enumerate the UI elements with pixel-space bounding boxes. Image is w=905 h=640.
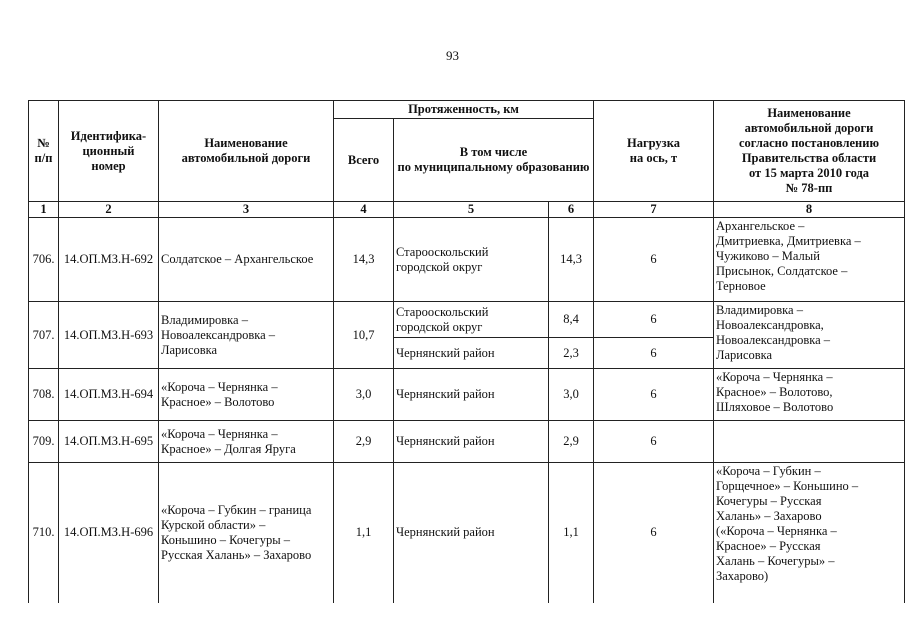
column-number: 8 [714, 202, 905, 218]
header-total: Всего [334, 119, 394, 202]
municipality-length: 2,3 [549, 338, 594, 369]
row-number: 708. [29, 369, 59, 421]
column-numbers-row [29, 202, 905, 218]
axle-load: 6 [594, 369, 714, 421]
municipality-length: 14,3 [549, 218, 594, 302]
table-row [29, 463, 905, 603]
table-row [29, 421, 905, 463]
road-name: «Короча – Чернянка – Красное» – Долгая Яруга [159, 421, 334, 463]
municipality: Чернянский район [394, 369, 549, 421]
municipality-length: 8,4 [549, 302, 594, 338]
municipality: Чернянский район [394, 338, 549, 369]
resolution-name: «Короча – Чернянка – Красное» – Волотово, Шляховое – Волотово [714, 369, 905, 421]
column-number: 2 [59, 202, 159, 218]
road-name: Солдатское – Архангельское [159, 218, 334, 302]
road-id: 14.ОП.МЗ.Н-695 [59, 421, 159, 463]
length-total: 14,3 [334, 218, 394, 302]
table-row [29, 218, 905, 302]
road-id: 14.ОП.МЗ.Н-696 [59, 463, 159, 603]
header-num: № п/п [29, 101, 59, 202]
axle-load: 6 [594, 218, 714, 302]
axle-load: 6 [594, 421, 714, 463]
column-number: 6 [549, 202, 594, 218]
header-name: Наименование автомобильной дороги [159, 101, 334, 202]
length-total: 3,0 [334, 369, 394, 421]
resolution-name [714, 421, 905, 463]
road-name: Владимировка – Новоалександровка – Ларисовка [159, 302, 334, 369]
municipality: Старооскольский городской округ [394, 302, 549, 338]
length-total: 10,7 [334, 302, 394, 369]
municipality-length: 2,9 [549, 421, 594, 463]
column-number: 7 [594, 202, 714, 218]
header-length-group: Протяженность, км [334, 101, 594, 119]
municipality-length: 1,1 [549, 463, 594, 603]
resolution-name: Архангельское – Дмитриевка, Дмитриевка – Чужиково – Малый Присынок, Солдатское – Терновое [714, 218, 905, 302]
column-number: 1 [29, 202, 59, 218]
row-number: 706. [29, 218, 59, 302]
roads-table [28, 100, 905, 603]
resolution-name: «Короча – Губкин – Горщечное» – Коньшино – Кочегуры – Русская Халань» – Захарово («Короча – Чернянка – Красное» – Русская Халань – Кочегуры» – Захарово) [714, 463, 905, 603]
resolution-name: Владимировка – Новоалександровка, Новоалександровка – Ларисовка [714, 302, 905, 369]
row-number: 710. [29, 463, 59, 603]
axle-load: 6 [594, 463, 714, 603]
header-load: Нагрузка на ось, т [594, 101, 714, 202]
road-name: «Короча – Чернянка – Красное» – Волотово [159, 369, 334, 421]
length-total: 1,1 [334, 463, 394, 603]
road-id: 14.ОП.МЗ.Н-692 [59, 218, 159, 302]
road-id: 14.ОП.МЗ.Н-693 [59, 302, 159, 369]
header-incl: В том числе по муниципальному образованию [394, 119, 594, 202]
row-number: 709. [29, 421, 59, 463]
road-name: «Короча – Губкин – граница Курской области» – Коньшино – Кочегуры – Русская Халань» – Захарово [159, 463, 334, 603]
axle-load: 6 [594, 302, 714, 338]
column-number: 5 [394, 202, 549, 218]
road-id: 14.ОП.МЗ.Н-694 [59, 369, 159, 421]
municipality-length: 3,0 [549, 369, 594, 421]
length-total: 2,9 [334, 421, 394, 463]
municipality: Чернянский район [394, 421, 549, 463]
table-row [29, 302, 905, 338]
column-number: 4 [334, 202, 394, 218]
column-number: 3 [159, 202, 334, 218]
axle-load: 6 [594, 338, 714, 369]
row-number: 707. [29, 302, 59, 369]
municipality: Старооскольский городской округ [394, 218, 549, 302]
table-row [29, 369, 905, 421]
municipality: Чернянский район [394, 463, 549, 603]
page-number: 93 [446, 48, 459, 63]
header-resolution: Наименование автомобильной дороги согласно постановлению Правительства области от 15 марта 2010 года № 78-пп [714, 101, 905, 202]
header-id: Идентифика- ционный номер [59, 101, 159, 202]
